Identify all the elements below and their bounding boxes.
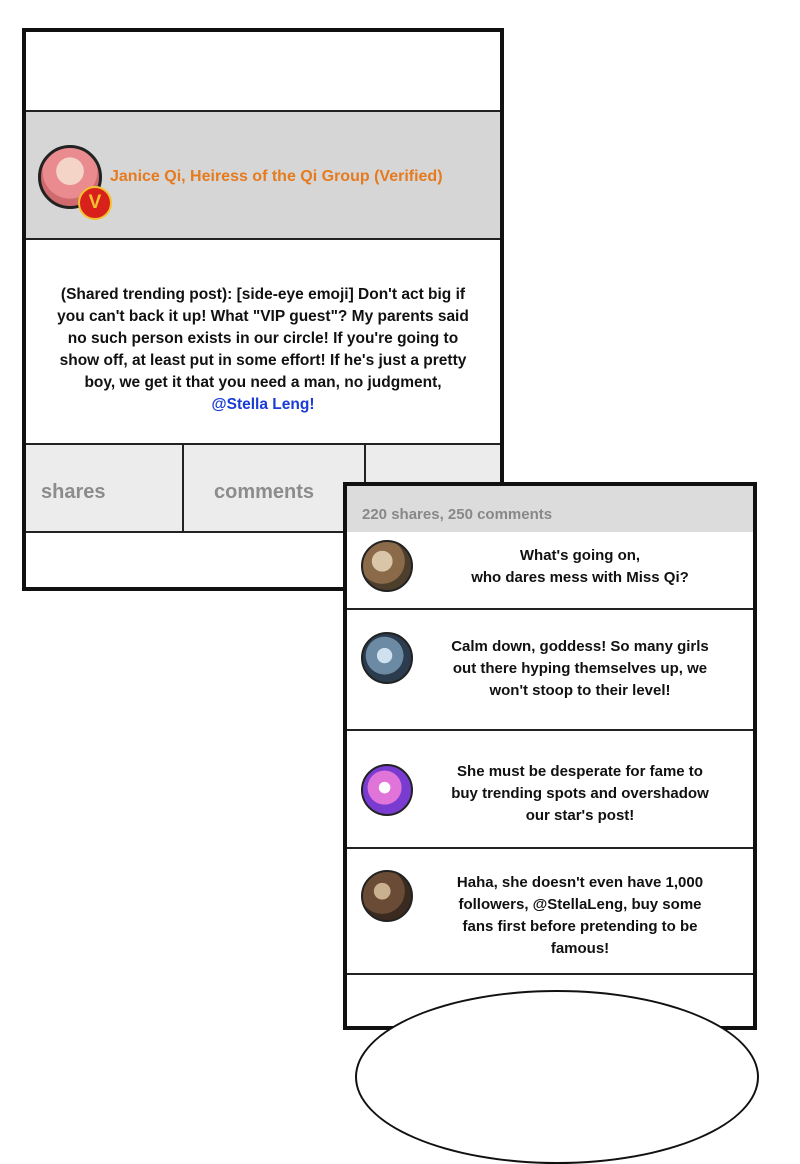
avatar-icon[interactable]: [361, 540, 413, 592]
comment-item[interactable]: [347, 849, 753, 975]
comment-text: [427, 545, 733, 589]
post-body: [26, 240, 500, 445]
post-text: (Shared trending post): [side-eye emoji] Don't act big if you can't back it up! What "VIP guest"? My parents said no such person exists in our circle! If you're going to show off, at least put in some effort! If he's just a pretty boy, we get it that you need a man, no judgment,: [57, 286, 469, 391]
comment-line: What's going on,: [519, 547, 641, 564]
comments-header: [347, 486, 753, 532]
comment-line: out there hyping themselves up, we: [452, 660, 708, 677]
shares-button[interactable]: [26, 445, 184, 531]
comment-line: famous!: [550, 940, 610, 957]
comment-line: won't stoop to their level!: [489, 682, 671, 699]
comment-text: [427, 872, 733, 960]
shares-label: shares: [41, 481, 106, 503]
comment-item[interactable]: [347, 610, 753, 731]
comment-item[interactable]: [347, 532, 753, 610]
comment-line: our star's post!: [525, 807, 635, 824]
comment-line: who dares mess with Miss Qi?: [471, 569, 689, 586]
author-name[interactable]: Janice Qi, Heiress of the Qi Group (Verified): [110, 168, 443, 185]
comment-line: fans first before pretending to be: [462, 918, 698, 935]
comment-line: followers, @StellaLeng, buy some: [458, 896, 702, 913]
comment-text: [427, 636, 733, 702]
speech-bubble: [355, 990, 759, 1164]
post-top-bar: [26, 32, 500, 112]
comment-text: [427, 761, 733, 827]
comment-line: Haha, she doesn't even have 1,000: [456, 874, 704, 891]
comment-line: Calm down, goddess! So many girls: [451, 638, 709, 655]
avatar-icon[interactable]: [361, 632, 413, 684]
comments-summary: 220 shares, 250 comments: [362, 506, 553, 523]
comment-item[interactable]: [347, 731, 753, 849]
post-author-row: [26, 112, 500, 240]
mention-link[interactable]: @Stella Leng!: [211, 396, 315, 413]
verified-badge-icon: V: [78, 186, 112, 220]
avatar-icon[interactable]: [361, 764, 413, 816]
comment-line: buy trending spots and overshadow: [451, 785, 709, 802]
avatar-icon[interactable]: [361, 870, 413, 922]
comments-button[interactable]: [184, 445, 366, 531]
comment-line: She must be desperate for fame to: [457, 763, 703, 780]
comments-panel: [343, 482, 757, 1030]
comments-label: comments: [214, 481, 315, 503]
